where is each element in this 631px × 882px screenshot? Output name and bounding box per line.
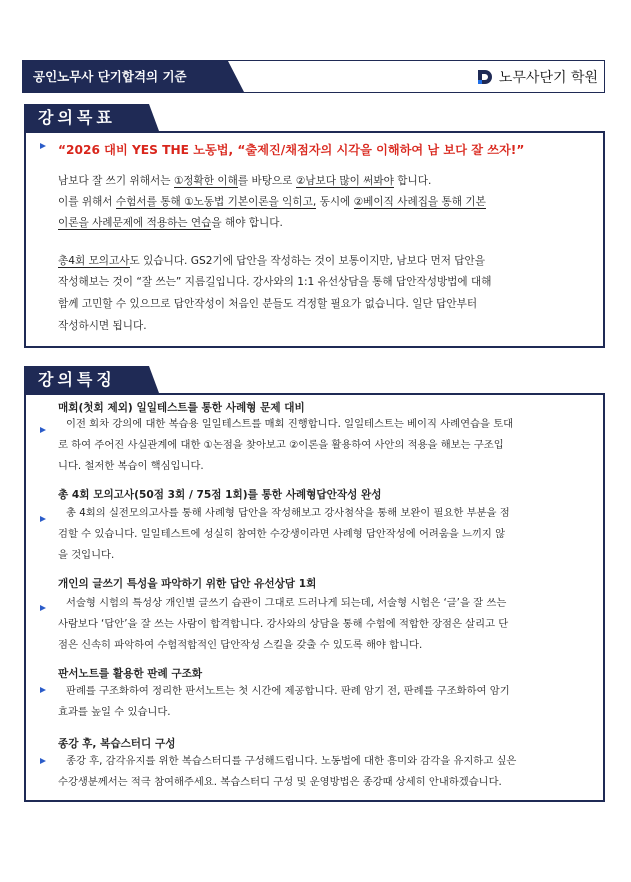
features-box-border: [24, 395, 26, 800]
text-line: 점은 신속히 파악하여 수험적합적인 답안작성 스킬을 갖출 수 있도록 해야 합니다.: [58, 639, 423, 651]
brand-name: 노무사단기 학원: [498, 70, 598, 86]
text-line: 효과를 높일 수 있습니다.: [58, 706, 171, 718]
feature-item-text: [58, 414, 598, 477]
bullet-icon: [40, 516, 46, 522]
feature-item-title: 매회(첫회 제외) 일일테스트를 통한 사례형 문제 대비: [58, 402, 305, 414]
bullet-icon: [40, 605, 46, 611]
feature-item-title: 판서노트를 활용한 판례 구조화: [58, 668, 203, 680]
goal-paragraph-2-line-4: 작성하시면 됩니다.: [58, 320, 147, 332]
feature-item-text: [58, 751, 598, 793]
feature-item-title: 개인의 글쓰기 특성을 파악하기 위한 답안 유선상담 1회: [58, 578, 317, 590]
feature-item-text: [58, 503, 598, 566]
text-line: 사람보다 ‘답안’을 잘 쓰는 사람이 합격합니다. 강사와의 상담을 통해 수험에 적합한 장점은 살리고 단: [58, 618, 509, 630]
goal-paragraph-1-line-3: [58, 213, 283, 234]
text: 동시에: [316, 196, 354, 208]
text-line: 검할 수 있습니다. 일일테스트에 성실히 참여한 수강생이라면 사례형 답안작성에 어려움을 느끼지 않: [58, 528, 506, 540]
underlined-text: ②베이직 사례집을 통해 기본: [353, 196, 486, 208]
goal-box-border: [24, 133, 26, 346]
features-section-title: 강의특징: [24, 366, 149, 393]
text-line: 이전 회차 강의에 대한 복습용 일일테스트를 매회 진행합니다. 일일테스트는 베이직 사례연습을 토대: [66, 418, 514, 430]
goal-paragraph-2-line-3: 함께 고민할 수 있으므로 답안작성이 처음인 분들도 걱정할 필요가 없습니다. 일단 답안부터: [58, 298, 478, 310]
text: 남보다 잘 쓰기 위해서는: [58, 175, 174, 187]
underlined-text: 수험서를 통해 ①노동법 기본이론을 익히고,: [115, 196, 317, 208]
goal-paragraph-1-line-1: [58, 171, 431, 192]
feature-item-title: 총 4회 모의고사(50점 3회 / 75점 1회)를 통한 사례형답안작성 완성: [58, 489, 382, 501]
feature-item-text: [58, 681, 598, 723]
bullet-icon: [40, 427, 46, 433]
goal-quote: “2026 대비 YES THE 노동법, “출제진/채점자의 시각을 이해하여 남 보다 잘 쓰자!”: [58, 143, 525, 157]
text-line: 종강 후, 감각유지를 위한 복습스터디를 구성해드립니다. 노동법에 대한 흥미와 감각을 유지하고 싶은: [66, 755, 517, 767]
feature-item-text: [58, 593, 598, 656]
goal-paragraph-2-line-2: 작성해보는 것이 “잘 쓰는” 지름길입니다. 강사와의 1:1 유선상담을 통해 답안작성방법에 대해: [58, 276, 492, 288]
underlined-text: 이론을 사례문제에 적용하는 연습: [58, 217, 212, 229]
text-line: 서술형 시험의 특성상 개인별 글쓰기 습관이 그대로 드러나게 되는데, 서술형 시험은 ‘글’을 잘 쓰는: [66, 597, 507, 609]
underlined-text: 총4회 모의고사: [58, 255, 130, 267]
text-line: 로 하여 주어진 사실관계에 대한 ①논점을 찾아보고 ②이론을 활용하여 사안의 적용을 해보는 구조입: [58, 439, 504, 451]
goal-paragraph-1-line-2: [58, 192, 486, 213]
text-line: 총 4회의 실전모의고사를 통해 사례형 답안을 작성해보고 강사첨삭을 통해 보완이 필요한 부분을 점: [66, 507, 510, 519]
d-logo-icon: [476, 68, 494, 86]
header-tab: 공인노무사 단기합격의 기준: [23, 61, 228, 92]
underlined-text: ①정확한 이해: [173, 175, 238, 187]
text-line: 수강생분께서는 적극 참여해주세요. 복습스터디 구성 및 운영방법은 종강때 상세히 안내하겠습니다.: [58, 776, 502, 788]
text: 를 바탕으로: [237, 175, 296, 187]
bullet-icon: [40, 687, 46, 693]
text: 도 있습니다. GS2기에 답안을 작성하는 것이 보통이지만, 남보다 먼저 답안을: [129, 255, 486, 267]
goal-paragraph-2-line-1: [58, 251, 485, 272]
text-line: 니다. 철저한 복습이 핵심입니다.: [58, 460, 204, 472]
bullet-icon: [40, 758, 46, 764]
text: 합니다.: [393, 175, 432, 187]
text-line: 을 것입니다.: [58, 549, 115, 561]
text: 을 해야 합니다.: [211, 217, 283, 229]
text-line: 판례를 구조화하여 정리한 판서노트는 첫 시간에 제공합니다. 판례 암기 전, 판례를 구조화하여 암기: [66, 685, 510, 697]
underlined-text: ②남보다 많이 써봐야: [295, 175, 394, 187]
text: 이를 위해서: [58, 196, 116, 208]
header-bar: [22, 60, 605, 93]
feature-item-title: 종강 후, 복습스터디 구성: [58, 738, 176, 750]
bullet-icon: [40, 143, 46, 149]
brand: [476, 65, 598, 89]
goal-section-title: 강의목표: [24, 104, 149, 131]
